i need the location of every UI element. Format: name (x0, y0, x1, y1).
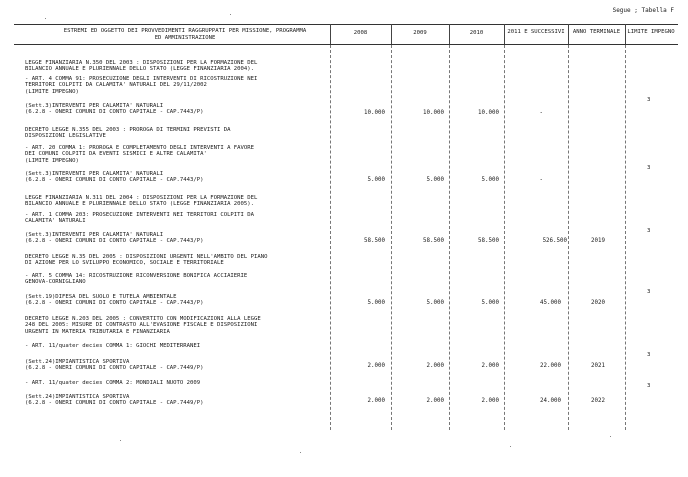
col-sep-dashed (625, 45, 626, 430)
value-2009: 5.000 (426, 300, 444, 306)
value-2011: 45.000 (540, 300, 561, 306)
header-2008: 2008 (353, 30, 368, 36)
value-2008: 10.000 (364, 110, 385, 116)
value-2008: 5.000 (367, 300, 385, 306)
sector-line: (Sett.19)DIFESA DEL SUOLO E TUTELA AMBIENTALE (6.2.8 - ONERI COMUNI DI CONTO CAPITALE - CAP.7443/P) (25, 294, 204, 307)
page-header: Segue ; Tabella F (612, 7, 674, 14)
value-2010: 58.500 (478, 238, 499, 244)
value-2010: 2.000 (481, 363, 499, 369)
value-2009: 58.500 (423, 238, 444, 244)
header-2010: 2010 (469, 30, 484, 36)
header-anno: ANNO TERMINALE (572, 29, 621, 35)
law-title: DECRETO LEGGE N.35 DEL 2005 : DISPOSIZIONI URGENTI NELL'AMBITO DEL PIANO DI AZIONE PER LO SVILUPPO ECONOMICO, SOCIALE E TERRITORIALE (25, 254, 268, 267)
value-2010: 5.000 (481, 177, 499, 183)
limite-impegno: 3 (647, 289, 651, 295)
value-2010: 10.000 (478, 110, 499, 116)
value-2011: 22.000 (540, 363, 561, 369)
sector-line: (Sett.3)INTERVENTI PER CALAMITA' NATURALI (6.2.8 - ONERI COMUNI DI CONTO CAPITALE - CAP.7443/P) (25, 171, 204, 184)
scan-speck (300, 452, 301, 453)
scan-speck (120, 440, 121, 441)
anno-terminale: 2019 (591, 238, 605, 244)
limite-impegno: 3 (647, 228, 651, 234)
limite-impegno: 3 (647, 165, 651, 171)
anno-terminale: 2022 (591, 398, 605, 404)
value-2008: 58.500 (364, 238, 385, 244)
scan-speck (230, 14, 231, 15)
article-text: - ART. 1 COMMA 203: PROSECUZIONE INTERVENTI NEI TERRITORI COLPITI DA CALAMITA' NATURALI (25, 212, 255, 225)
article-text: - ART. 20 COMMA 1: PROROGA E COMPLETAMENTO DEGLI INTERVENTI A FAVORE DEI COMUNI COLPITI DA EVENTI SISMICI E ALTRE CALAMITA' (LIMITE IMPEGNO) (25, 145, 255, 164)
sector-line: (Sett.3)INTERVENTI PER CALAMITA' NATURALI (6.2.8 - ONERI COMUNI DI CONTO CAPITALE - CAP.7443/P) (25, 232, 204, 245)
value-2008: 2.000 (367, 363, 385, 369)
article-text: - ART. 11/quater decies COMMA 2: MONDIALI NUOTO 2009 (25, 380, 201, 386)
header-limite: LIMITE IMPEGNO (627, 29, 675, 35)
limite-impegno: 3 (647, 383, 651, 389)
value-2011: 526.500 (542, 238, 567, 244)
anno-terminale: 2021 (591, 363, 605, 369)
law-title: DECRETO LEGGE N.355 DEL 2003 : PROROGA DI TERMINI PREVISTI DA DISPOSIZIONI LEGISLATIVE (25, 127, 231, 140)
scan-speck (45, 18, 46, 19)
value-2010: 2.000 (481, 398, 499, 404)
scan-speck (610, 436, 611, 437)
table-top-rule (14, 24, 678, 25)
header-2009: 2009 (413, 30, 427, 36)
article-text: - ART. 11/quater decies COMMA 1: GIOCHI MEDITERRANEI (25, 343, 201, 349)
scan-speck (510, 446, 511, 447)
anno-terminale: 2020 (591, 300, 605, 306)
sector-line: (Sett.24)IMPIANTISTICA SPORTIVA (6.2.8 - ONERI COMUNI DI CONTO CAPITALE - CAP.7449/P) (25, 359, 204, 372)
value-2009: 10.000 (423, 110, 444, 116)
value-2008: 5.000 (367, 177, 385, 183)
value-2011: - (539, 110, 543, 116)
header-desc: ESTREMI ED OGGETTO DEI PROVVEDIMENTI RAGGRUPPATI PER MISSIONE, PROGRAMMA ED AMMINISTRAZIONE (63, 28, 307, 41)
limite-impegno: 3 (647, 352, 651, 358)
law-title: LEGGE FINANZIARIA N.311 DEL 2004 : DISPOSIZIONI PER LA FORMAZIONE DEL BILANCIO ANNUALE E PLURIENNALE DELLO STATO (LEGGE FINANZIARIA 2005). (25, 195, 258, 208)
header-2011: 2011 E SUCCESSIVI (507, 29, 565, 35)
value-2009: 5.000 (426, 177, 444, 183)
value-2010: 5.000 (481, 300, 499, 306)
sector-line: (Sett.24)IMPIANTISTICA SPORTIVA (6.2.8 - ONERI COMUNI DI CONTO CAPITALE - CAP.7449/P) (25, 394, 204, 407)
value-2011: - (539, 177, 543, 183)
limite-impegno: 3 (647, 97, 651, 103)
law-title: LEGGE FINANZIARIA N.350 DEL 2003 : DISPOSIZIONI PER LA FORMAZIONE DEL BILANCIO ANNUALE E PLURIENNALE DELLO STATO (LEGGE FINANZIARIA 2004). (25, 60, 258, 73)
table-header-rule (14, 44, 678, 45)
value-2011: 24.000 (540, 398, 561, 404)
value-2009: 2.000 (426, 398, 444, 404)
sector-line: (Sett.3)INTERVENTI PER CALAMITA' NATURALI (6.2.8 - ONERI COMUNI DI CONTO CAPITALE - CAP.7443/P) (25, 103, 204, 116)
value-2008: 2.000 (367, 398, 385, 404)
law-title: DECRETO LEGGE N.203 DEL 2005 : CONVERTITO CON MODIFICAZIONI ALLA LEGGE 248 DEL 2005: MISURE DI CONTRASTO ALL'EVASIONE FISCALE E DISPOSIZIONI URGENTI IN MATERIA TRIBUTARIA E FINANZIARIA (25, 316, 261, 335)
article-text: - ART. 4 COMMA 91: PROSECUZIONE DEGLI INTERVENTI DI RICOSTRUZIONE NEI TERRITORI COLPITI DA CALAMITA' NATURALI DEL 29/11/2002 (LIMITE IMPEGNO) (25, 76, 258, 95)
value-2009: 2.000 (426, 363, 444, 369)
article-text: - ART. 5 COMMA 14: RICOSTRUZIONE RICONVERSIONE BONIFICA ACCIAIERIE GENOVA-CORNIGLIANO (25, 273, 248, 286)
